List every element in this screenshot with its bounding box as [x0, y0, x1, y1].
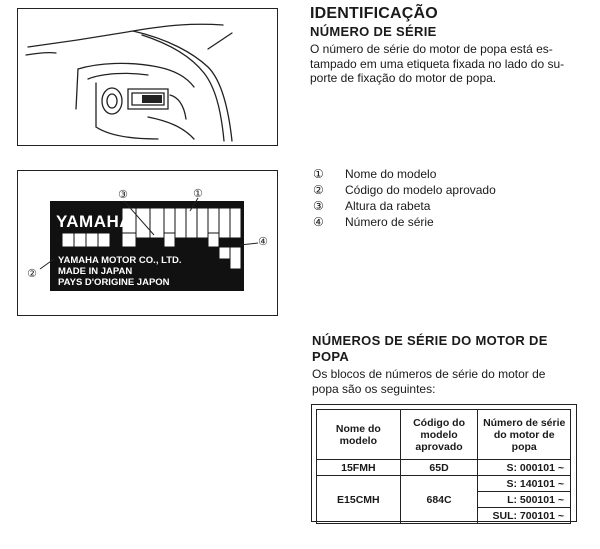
cell-model: E15CMH — [317, 476, 401, 524]
legend-number: ④ — [313, 215, 324, 229]
legend-item — [313, 214, 496, 230]
legend-list — [313, 166, 496, 230]
serial-paragraph — [310, 42, 590, 86]
paragraph-line: popa são os seguintes: — [312, 381, 436, 396]
cell-serial: S: 000101 ~ — [478, 460, 571, 476]
label-drawing — [18, 171, 276, 314]
legend-item — [313, 166, 496, 182]
legend-number: ③ — [313, 199, 324, 213]
serials-table-frame — [311, 404, 577, 522]
cell-serial: S: 140101 ~ — [478, 476, 571, 492]
callout-1: ① — [193, 187, 203, 200]
bracket-figure — [17, 8, 278, 146]
legend-text: Número de série — [345, 215, 434, 229]
legend-item — [313, 198, 496, 214]
serial-plate-mark — [142, 95, 162, 103]
serials-title — [312, 333, 592, 365]
label-line: MADE IN JAPAN — [58, 266, 133, 277]
header-code: Código do modelo aprovado — [400, 410, 478, 460]
section-subtitle: NÚMERO DE SÉRIE — [310, 24, 437, 39]
paragraph-line: porte de fixação do motor de popa. — [310, 71, 497, 85]
table-row — [317, 476, 571, 492]
legend-text: Nome do modelo — [345, 167, 437, 181]
label-figure — [17, 170, 278, 316]
table-row — [317, 460, 571, 476]
header-model: Nome do modelo — [317, 410, 401, 460]
legend-number: ② — [313, 183, 324, 197]
callout-4: ④ — [258, 235, 268, 248]
label-line: PAYS D'ORIGINE JAPON — [58, 277, 170, 288]
paragraph-line: Os blocos de números de série do motor de — [312, 367, 546, 381]
serials-paragraph — [312, 367, 592, 396]
label-brand: YAMAHA — [56, 212, 133, 231]
label-line: YAMAHA MOTOR CO., LTD. — [58, 255, 182, 266]
paragraph-line: O número de série do motor de popa está es- — [310, 42, 553, 56]
serials-title-line: NÚMEROS DE SÉRIE DO MOTOR DE — [312, 333, 548, 348]
callout-3: ③ — [118, 188, 128, 201]
table-header-row — [317, 410, 571, 460]
cell-serial: L: 500101 ~ — [478, 492, 571, 508]
cell-code: 684C — [400, 476, 478, 524]
legend-text: Código do modelo aprovado — [345, 183, 496, 197]
cell-model: 15FMH — [317, 460, 401, 476]
legend-number: ① — [313, 167, 324, 181]
serials-table — [316, 409, 571, 524]
legend-item — [313, 182, 496, 198]
cell-serial: SUL: 700101 ~ — [478, 508, 571, 524]
bracket-drawing — [18, 9, 276, 144]
paragraph-line: tampado em uma etiqueta fixada no lado do su- — [310, 56, 565, 71]
header-serial: Número de série do motor de popa — [478, 410, 571, 460]
section-title: IDENTIFICAÇÃO — [310, 5, 438, 22]
serials-title-line: POPA — [312, 349, 350, 364]
cell-code: 65D — [400, 460, 478, 476]
legend-text: Altura da rabeta — [345, 199, 431, 213]
callout-2: ② — [27, 267, 37, 280]
